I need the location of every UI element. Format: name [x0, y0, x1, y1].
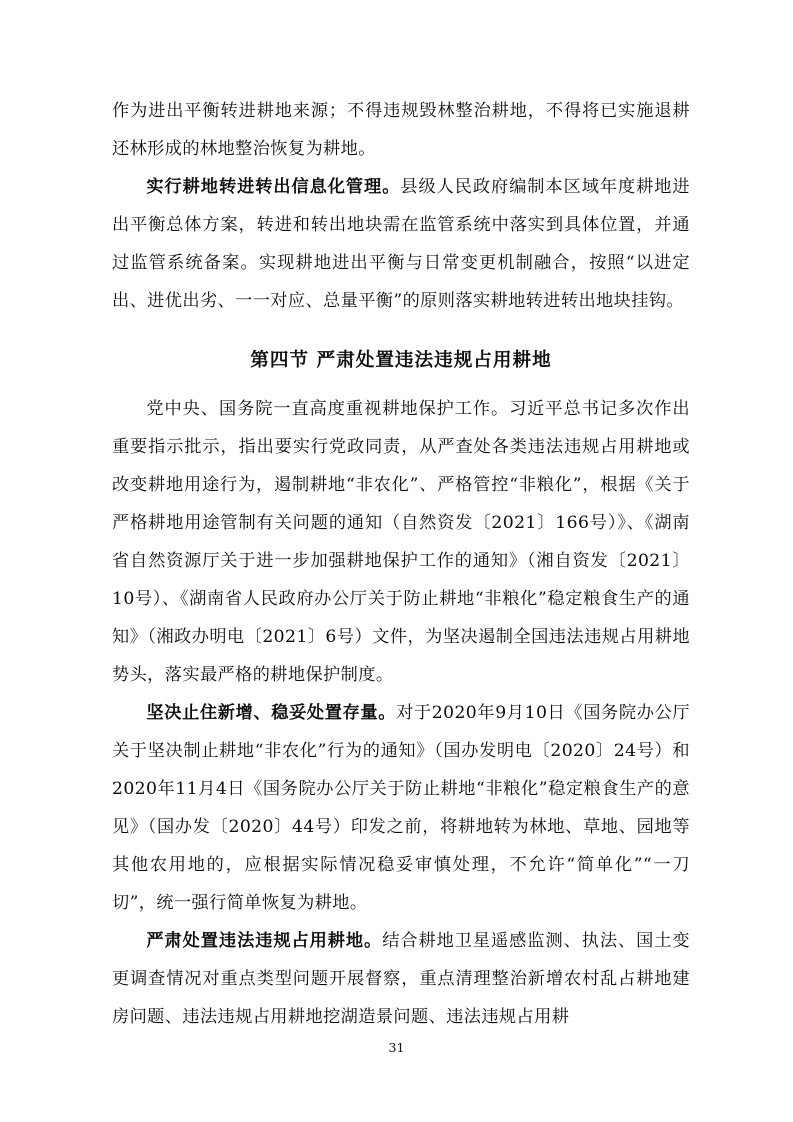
paragraph-lead: 严肃处置违法违规占用耕地。: [146, 931, 383, 951]
paragraph-lead: 坚决止住新增、稳妥处置存量。: [146, 703, 397, 723]
paragraph-text: 结合耕地卫星遥感监测、执法、国土变更调查情况对重点类型问题开展督察，重点清理整治新增农村乱占耕地建房问题、违法违规占用耕地挖湖造景问题、违法违规占用耕: [112, 931, 691, 1027]
page-number: 31: [388, 1040, 405, 1055]
paragraph-stop-increase: [112, 694, 690, 922]
paragraph-text: 作为进出平衡转进耕地来源；不得违规毁林整治耕地，不得将已实施退耕还林形成的林地整治恢复为耕地。: [112, 101, 690, 159]
paragraph-text: 县级人民政府编制本区域年度耕地进出平衡总体方案，转进和转出地块需在监管系统中落实到具体位置，并通过监管系统备案。实现耕地进出平衡与日常变更机制融合，按照“以进定出、进优出劣、一一对应、总量平衡”的原则落实耕地转进转出地块挂钩。: [112, 177, 690, 311]
paragraph-continued: [112, 92, 690, 168]
page-content: [112, 92, 690, 1036]
paragraph-central-committee: [112, 390, 690, 694]
paragraph-lead: 实行耕地转进转出信息化管理。: [146, 177, 401, 197]
paragraph-text: 对于2020年9月10日《国务院办公厅关于坚决制止耕地“非农化”行为的通知》（国办发明电〔2020〕24号）和2020年11月4日《国务院办公厅关于防止耕地“非粮化”稳定粮食生产的意见》（国办发〔2020〕44号）印发之前，将耕地转为林地、草地、园地等其他农用地的，应根据实际情况稳妥审慎处理，不允许“简单化”“一刀切”，统一强行简单恢复为耕地。: [112, 703, 690, 913]
paragraph-strict-disposal: [112, 922, 690, 1036]
section-heading: 第四节 严肃处置违法违规占用耕地: [250, 350, 552, 371]
paragraph-text: 党中央、国务院一直高度重视耕地保护工作。习近平总书记多次作出重要指示批示，指出要实行党政同责，从严查处各类违法违规占用耕地或改变耕地用途行为，遏制耕地“非农化”、严格管控“非粮化”，根据《关于严格耕地用途管制有关问题的通知（自然资发〔2021〕166号）》、《湖南省自然资源厅关于进一步加强耕地保护工作的通知》（湘自资发〔2021〕10号）、《湖南省人民政府办公厅关于防止耕地“非粮化”稳定粮食生产的通知》（湘政办明电〔2021〕6号）文件，为坚决遏制全国违法违规占用耕地势头，落实最严格的耕地保护制度。: [112, 399, 690, 685]
paragraph-info-management: [112, 168, 690, 320]
